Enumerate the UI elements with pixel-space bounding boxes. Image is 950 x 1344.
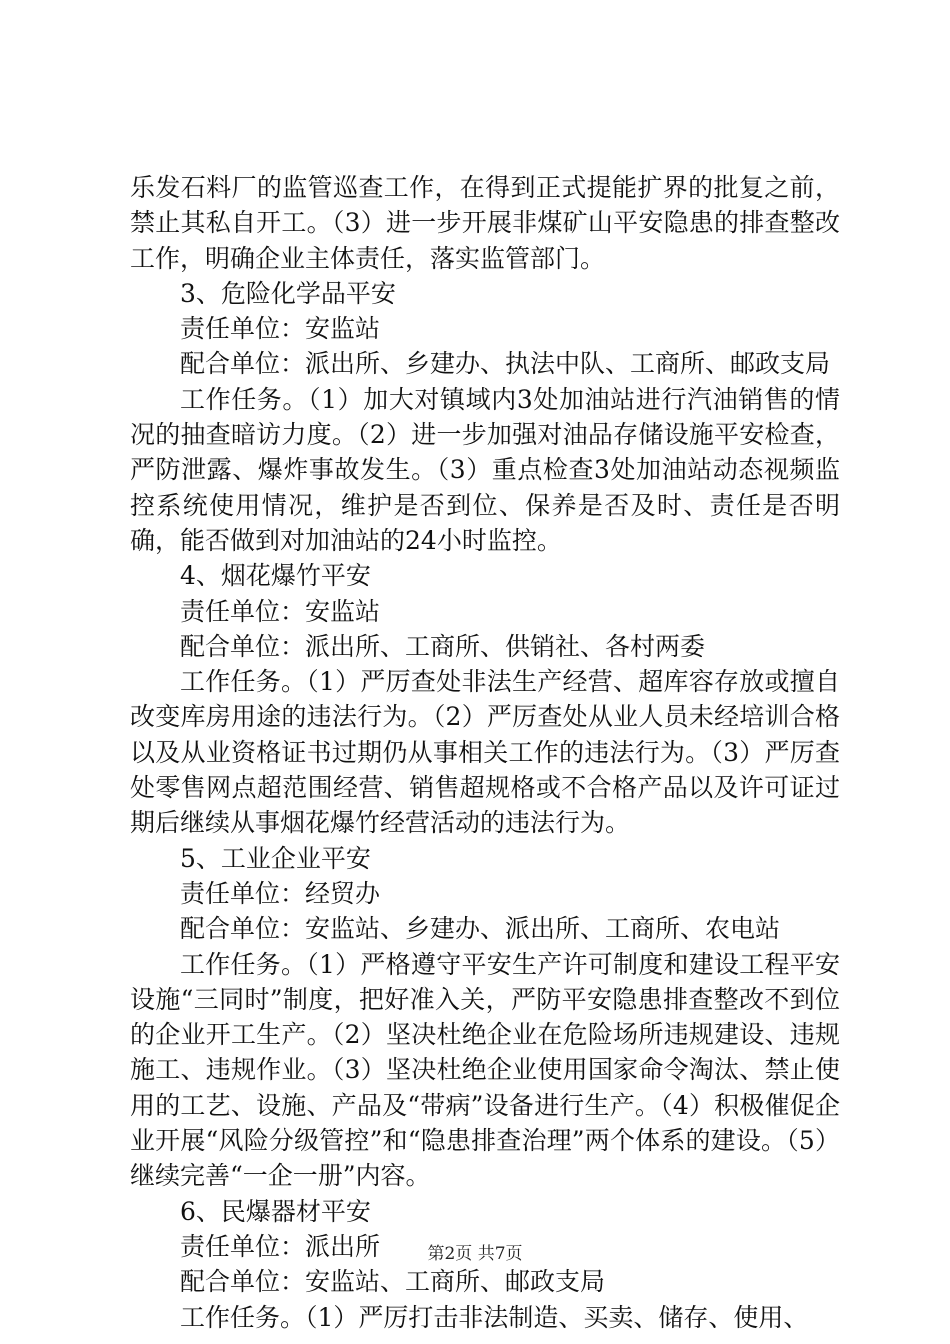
responsible-unit: 责任单位：派出所: [180, 1231, 381, 1261]
section-heading: 6、民爆器材平安: [180, 1196, 371, 1226]
cooperating-units: 配合单位：派出所、乡建办、执法中队、工商所、邮政支局: [180, 349, 831, 379]
cooperating-units: 配合单位：派出所、工商所、供销社、各村两委: [180, 631, 706, 661]
document-body: [130, 170, 840, 1335]
work-tasks: 工作任务。（1）严格遵守平安生产许可制度和建设工程平安设施“三同时”制度，把好准入关，严防平安隐患排查整改不到位的企业开工生产。（2）坚决杜绝企业在危险场所违规建设、违规施工、违规作业。（3）坚决杜绝企业使用国家命令淘汰、禁止使用的工艺、设施、产品及“带病”设备进行生产。（4）积极催促企业开展“风险分级管控”和“隐患排查治理”两个体系的建设。（5）继续完善“一企一册”内容。: [130, 949, 840, 1191]
section-heading: 4、烟花爆竹平安: [180, 561, 371, 591]
responsible-unit: 责任单位：经贸办: [180, 878, 381, 908]
work-tasks: 工作任务。（1）严厉打击非法制造、买卖、储存、使用、: [180, 1302, 809, 1332]
cooperating-units: 配合单位：安监站、乡建办、派出所、工商所、农电站: [180, 914, 781, 944]
responsible-unit: 责任单位：安监站: [180, 596, 381, 626]
responsible-unit: 责任单位：安监站: [180, 314, 381, 344]
cooperating-units: 配合单位：安监站、工商所、邮政支局: [180, 1267, 606, 1297]
section-heading: 3、危险化学品平安: [180, 278, 396, 308]
section-heading: 5、工业企业平安: [180, 843, 371, 873]
page-number-footer: 第2页 共7页: [427, 1244, 523, 1264]
paragraph: 乐发石料厂的监管巡查工作，在得到正式提能扩界的批复之前，禁止其私自开工。（3）进一步开展非煤矿山平安隐患的排查整改工作，明确企业主体责任，落实监管部门。: [130, 173, 840, 273]
work-tasks: 工作任务。（1）严厉查处非法生产经营、超库容存放或擅自改变库房用途的违法行为。（2）严厉查处从业人员未经培训合格以及从业资格证书过期仍从事相关工作的违法行为。（3）严厉查处零售网点超范围经营、销售超规格或不合格产品以及许可证过期后继续从事烟花爆竹经营活动的违法行为。: [130, 667, 840, 838]
work-tasks: 工作任务。（1）加大对镇域内3处加油站进行汽油销售的情况的抽查暗访力度。（2）进一步加强对油品存储设施平安检查，严防泄露、爆炸事故发生。（3）重点检查3处加油站动态视频监控系统使用情况，维护是否到位、保养是否及时、责任是否明确，能否做到对加油站的24小时监控。: [130, 384, 840, 555]
